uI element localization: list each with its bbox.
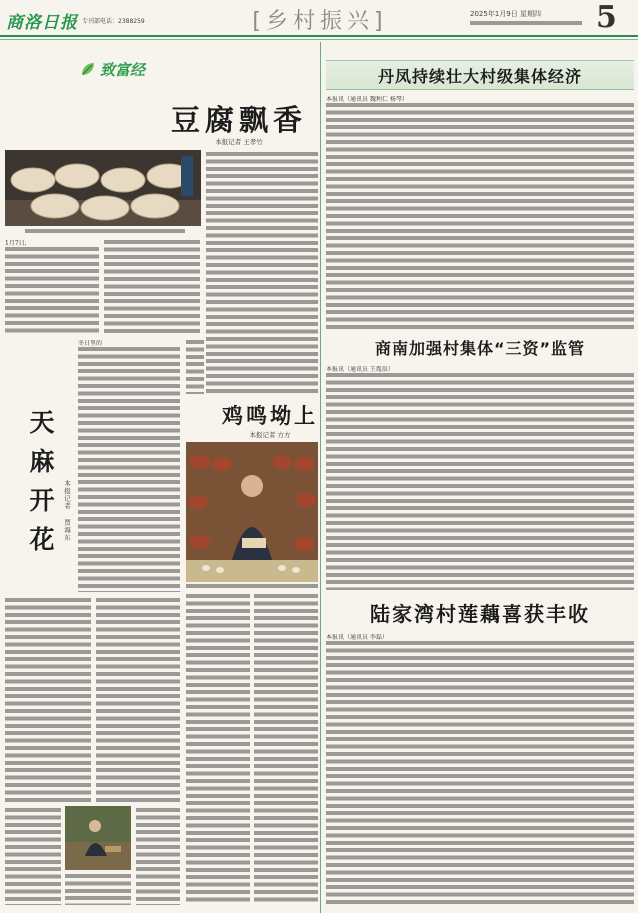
header-rule bbox=[0, 35, 638, 37]
tofu-photo bbox=[5, 150, 201, 226]
shangnan-headline: 商南加强村集体“三资”监管 bbox=[374, 338, 586, 358]
chicken-photo bbox=[186, 442, 318, 582]
tofu-title: 豆腐飘香 bbox=[170, 103, 307, 137]
phone-line: 专刊部电话：2388259 bbox=[82, 18, 145, 25]
tofu-text-col-4 bbox=[186, 340, 204, 394]
issue-date: 2025年1月9日 星期四 bbox=[470, 10, 541, 18]
lujiawan-body bbox=[326, 634, 634, 906]
shangnan-lead: 本报讯（通讯员 王胤辰） bbox=[326, 366, 394, 373]
danfeng-headline: 丹凤持续壮大村级集体经济 bbox=[326, 60, 634, 90]
tianma-byline: 本报记者 贾海东 bbox=[63, 480, 71, 542]
lujiawan-lead: 本报讯（通讯员 李磊） bbox=[326, 634, 388, 641]
tianma-paragraph bbox=[78, 347, 180, 592]
shangnan-paragraph bbox=[326, 373, 634, 590]
section-title: [乡村振兴] bbox=[252, 9, 388, 34]
chicken-text-col-2 bbox=[254, 594, 318, 905]
danfeng-lead: 本报讯（通讯员 魏利仁 杨琴） bbox=[326, 96, 408, 103]
column-divider bbox=[320, 42, 321, 913]
chicken-text-col-1 bbox=[186, 594, 250, 905]
tianma-text-col-5 bbox=[136, 808, 180, 905]
tofu-photo-caption bbox=[25, 229, 185, 233]
tianma-text-col-2 bbox=[5, 598, 91, 802]
shangnan-body bbox=[326, 366, 634, 590]
tofu-lead: 1月7日， bbox=[5, 240, 31, 247]
feature-label bbox=[80, 56, 170, 82]
header-rule-thin bbox=[0, 39, 638, 40]
tianma-text-col-1 bbox=[78, 340, 180, 592]
tianma-title: 天麻开花 bbox=[26, 409, 55, 565]
feature-label-text: 致富经 bbox=[100, 60, 146, 79]
tianma-photo bbox=[65, 806, 131, 870]
lujiawan-headline: 陆家湾村莲藕喜获丰收 bbox=[370, 601, 590, 626]
chicken-byline: 本报记者 方方 bbox=[249, 431, 291, 439]
tofu-text-col-2 bbox=[104, 240, 200, 333]
page-number: 5 bbox=[596, 0, 617, 35]
chicken-title: 鸡鸣坳上 bbox=[222, 403, 318, 428]
tofu-text-col-3 bbox=[206, 152, 318, 394]
danfeng-paragraph bbox=[326, 103, 634, 330]
tofu-text-col-1 bbox=[5, 240, 99, 333]
tofu-paragraph bbox=[5, 247, 99, 333]
editor-line bbox=[470, 21, 582, 25]
tianma-photo-caption bbox=[65, 874, 131, 905]
leaf-icon bbox=[80, 61, 96, 77]
newspaper-logo: 商洛日报 bbox=[6, 13, 78, 33]
chicken-photo-caption bbox=[186, 584, 318, 588]
danfeng-body bbox=[326, 96, 634, 330]
tianma-text-col-4 bbox=[5, 808, 61, 905]
tianma-text-col-3 bbox=[96, 598, 180, 802]
tofu-byline: 本报记者 王孝竹 bbox=[215, 138, 263, 146]
tianma-lead: 冬日里的 bbox=[78, 340, 103, 347]
lujiawan-paragraph bbox=[326, 641, 634, 906]
